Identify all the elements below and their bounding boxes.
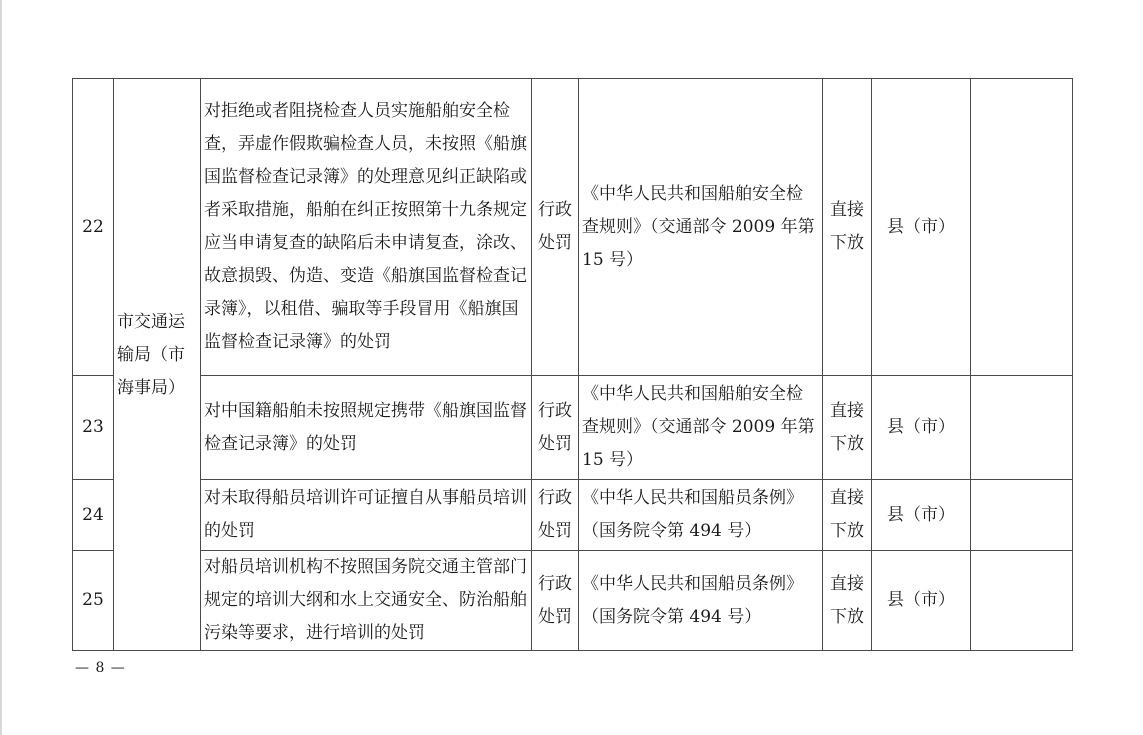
table-row: [73, 551, 1073, 651]
target-level: 县（市）: [872, 79, 971, 376]
legal-basis: 《中华人民共和国船舶安全检查规则》（交通部令 2009 年第 15 号）: [579, 79, 823, 376]
delegation-mode: 直接下放: [823, 79, 872, 376]
legal-basis: 《中华人民共和国船员条例》（国务院令第 494 号）: [579, 551, 823, 651]
item-type: 行政处罚: [532, 551, 579, 651]
note-cell: [971, 551, 1073, 651]
item-description: 对拒绝或者阻挠检查人员实施船舶安全检查，弄虚作假欺骗检查人员，未按照《船旗国监督检查记录簿》的处理意见纠正缺陷或者采取措施，船舶在纠正按照第十九条规定应当申请复查的缺陷后未申请复查，涂改、故意损毁、伪造、变造《船旗国监督检查记录簿》，以租借、骗取等手段冒用《船旗国监督检查记录簿》的处罚: [201, 79, 532, 376]
table-row: [73, 79, 1073, 376]
item-type: 行政处罚: [532, 376, 579, 480]
legal-basis: 《中华人民共和国船员条例》（国务院令第 494 号）: [579, 480, 823, 551]
table-row: [73, 480, 1073, 551]
item-description: 对未取得船员培训许可证擅自从事船员培训的处罚: [201, 480, 532, 551]
note-cell: [971, 79, 1073, 376]
row-number: 24: [73, 480, 114, 551]
note-cell: [971, 376, 1073, 480]
note-cell: [971, 480, 1073, 551]
row-number: 23: [73, 376, 114, 480]
target-level: 县（市）: [872, 480, 971, 551]
item-type: 行政处罚: [532, 480, 579, 551]
delegation-mode: 直接下放: [823, 376, 872, 480]
delegation-mode: 直接下放: [823, 480, 872, 551]
table-row: [73, 376, 1073, 480]
department-name: 市交通运输局（市海事局）: [117, 312, 185, 398]
item-type: 行政处罚: [532, 79, 579, 376]
item-description: 对中国籍船舶未按照规定携带《船旗国监督检查记录簿》的处罚: [201, 376, 532, 480]
target-level: 县（市）: [872, 376, 971, 480]
page-edge: [0, 0, 2, 735]
delegation-table: [72, 78, 1073, 651]
delegation-mode: 直接下放: [823, 551, 872, 651]
row-number: 22: [73, 79, 114, 376]
target-level: 县（市）: [872, 551, 971, 651]
row-number: 25: [73, 551, 114, 651]
item-description: 对船员培训机构不按照国务院交通主管部门规定的培训大纲和水上交通安全、防治船舶污染等要求，进行培训的处罚: [201, 551, 532, 651]
department-cell: [114, 79, 201, 651]
legal-basis: 《中华人民共和国船舶安全检查规则》（交通部令 2009 年第 15 号）: [579, 376, 823, 480]
page-number: — 8 —: [75, 660, 126, 676]
